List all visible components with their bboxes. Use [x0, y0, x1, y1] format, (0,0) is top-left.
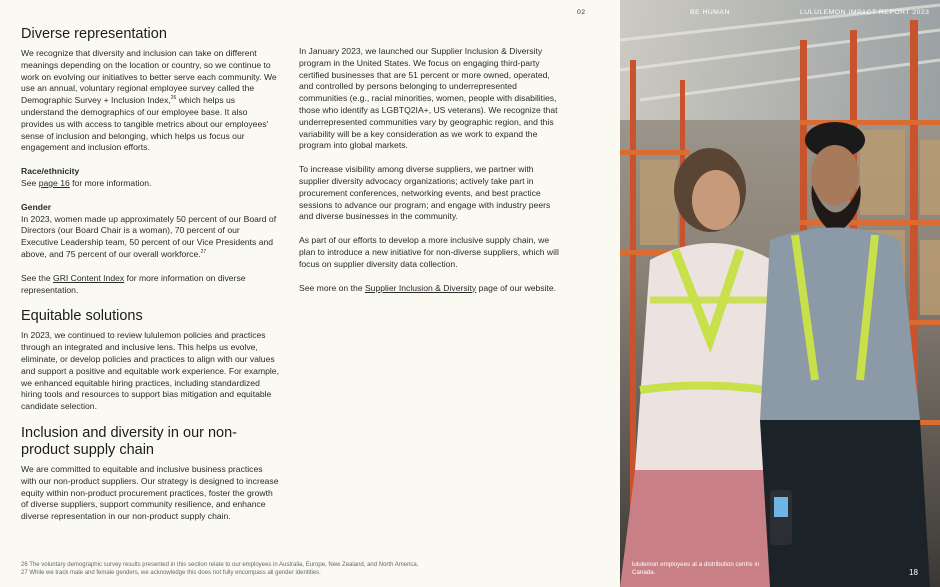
footnote-26: 26 The voluntary demographic survey results presented in this section relate to our employees in Australia, Europe, New Zealand, and North America.	[21, 562, 419, 568]
diverse-representation-paragraph: We recognize that diversity and inclusion can take on different meanings depending on the location or country, so we continue to work on evolving our initiatives to better serve each community. We use an annual, voluntary regional employee survey called the Demographic Survey + Inclusion Index,$^{26}$ which helps us understand the demographics of our employee base. It also provides us with access to tangible metrics about our employees' sense of inclusion and belonging, which helps us focus our engagement and inclusion efforts.	[21, 48, 277, 153]
page-marker: 02	[577, 9, 586, 16]
left-column	[21, 26, 279, 523]
supplier-program-paragraph: In January 2023, we launched our Supplier Inclusion & Diversity program in the United States. We focus on engaging third-party certified businesses that are 51 percent or more owned, operated, and controlled by persons belonging to underrepresented communities (e.g., racial minorities, women, people with disabilities, those who identify as LGBTQ2IA+, US veterans). We recognize that underrepresented communities vary by geographic region, and this variability will be a key consideration as we work to expand the program into global markets.	[299, 46, 558, 151]
warehouse-photo	[620, 0, 940, 587]
diverse-representation-heading: Diverse representation	[21, 26, 167, 42]
race-ethnicity-subheading: Race/ethnicity	[21, 166, 80, 177]
see-more-paragraph: See more on the Supplier Inclusion & Diversity page of our website.	[299, 282, 557, 293]
supplier-visibility-paragraph: To increase visibility among diverse suppliers, we partner with supplier diversity advocacy organizations; actively take part in procurement conferences, networking events, and best practice sessions to advance our program; and engage with industry peers and diverse businesses in the community.	[299, 164, 551, 222]
supplier-inclusion-diversity-link[interactable]: Supplier Inclusion & Diversity	[364, 282, 477, 293]
gender-paragraph: In 2023, women made up approximately 50 percent of our Board of Directors (our Board Chair is a woman), 70 percent of our Executive Leadership team, 50 percent of our Vice Presidents and above, and 75 percent of our overall workforce.$^{27}$	[21, 213, 277, 259]
page-number: 18	[909, 568, 918, 577]
photo-caption: lululemon employees at a distribution centre in Canada.	[632, 561, 760, 576]
footnotes	[21, 561, 581, 577]
gri-paragraph: See the GRI Content Index for more information on diverse representation.	[21, 272, 246, 295]
inclusion-supply-chain-paragraph: We are committed to equitable and inclusive business practices with our non-product suppliers. Our strategy is designed to increase equity within non-product procurement practices, foster the growth of diverse suppliers, support community resilience, and enhance diverse representation in our non-product supply chain.	[21, 463, 279, 522]
report-title: LULULEMON IMPACT REPORT 2023	[800, 9, 930, 16]
equitable-solutions-heading: Equitable solutions	[21, 308, 143, 325]
footnote-ref-27[interactable]: 27	[200, 249, 207, 256]
footnote-27: 27 While we track male and female genders, we acknowledge this does not fully encompass all gender identities.	[21, 570, 321, 576]
page-16-link[interactable]: page 16	[38, 177, 70, 188]
gri-content-index-link[interactable]: GRI Content Index	[53, 272, 125, 283]
equitable-solutions-paragraph: In 2023, we continued to review lululemon policies and practices through an integrated and inclusive lens. This helps us evolve, eliminate, or develop policies and practices to align with our values and support a positive and equitable work experience. For example, we enhanced equitable hiring practices, including standardized hiring tools and resources to support bias mitigation and equitable candidate selection.	[21, 330, 279, 412]
inclusive-supply-chain-paragraph: As part of our efforts to develop a more inclusive supply chain, we plan to introduce a new initiative for non-diverse suppliers, which will focus on supplier diversity data collection.	[299, 235, 559, 269]
warehouse-photo-illustration	[620, 0, 940, 587]
inclusion-supply-chain-heading: Inclusion and diversity in our non-product supply chain	[21, 424, 238, 458]
section-label: BE HUMAN	[690, 9, 730, 16]
middle-column	[299, 46, 561, 294]
race-ethnicity-paragraph: See page 16 for more information.	[21, 177, 152, 188]
gender-subheading: Gender	[21, 201, 52, 212]
footnote-ref-26[interactable]: 26	[170, 95, 177, 102]
